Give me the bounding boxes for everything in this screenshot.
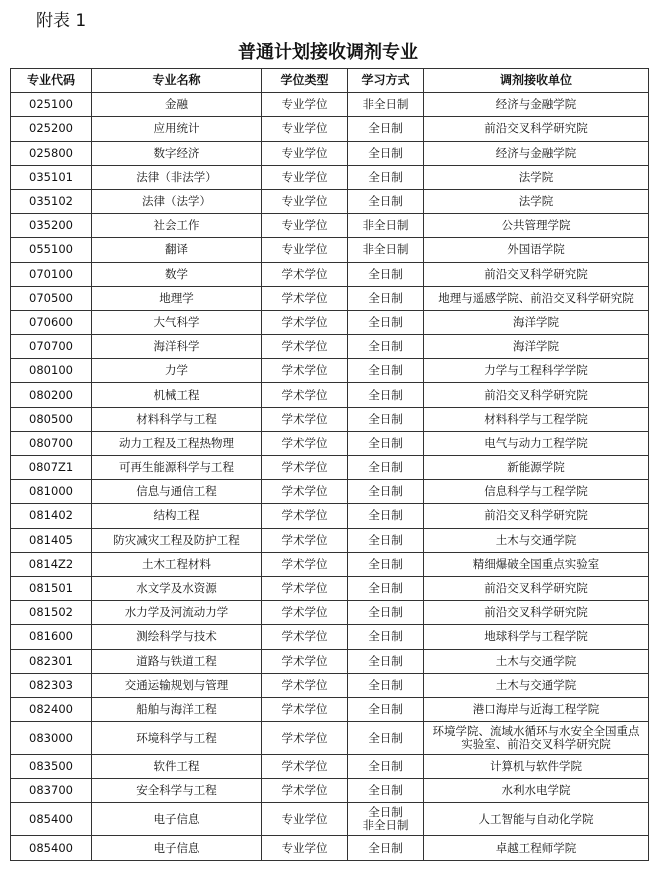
cell-degree: 学术学位 (262, 722, 348, 755)
cell-mode: 全日制 (348, 601, 424, 625)
cell-code: 081402 (11, 504, 92, 528)
cell-degree: 学术学位 (262, 697, 348, 721)
cell-code: 025200 (11, 117, 92, 141)
cell-code: 081000 (11, 480, 92, 504)
cell-name: 可再生能源科学与工程 (92, 456, 262, 480)
cell-degree: 学术学位 (262, 528, 348, 552)
cell-name: 大气科学 (92, 310, 262, 334)
cell-degree: 学术学位 (262, 335, 348, 359)
cell-degree: 专业学位 (262, 214, 348, 238)
cell-mode: 全日制 (348, 755, 424, 779)
table-row (11, 803, 649, 836)
table-row (11, 601, 649, 625)
cell-degree: 学术学位 (262, 262, 348, 286)
cell-unit: 水利水电学院 (424, 779, 649, 803)
cell-mode: 全日制 (348, 673, 424, 697)
cell-degree: 学术学位 (262, 576, 348, 600)
cell-name: 金融 (92, 93, 262, 117)
cell-unit: 地球科学与工程学院 (424, 625, 649, 649)
cell-mode: 全日制 (348, 165, 424, 189)
header-study-mode: 学习方式 (348, 69, 424, 93)
cell-unit: 港口海岸与近海工程学院 (424, 697, 649, 721)
cell-unit: 前沿交叉科学研究院 (424, 383, 649, 407)
cell-name: 法律（法学） (92, 189, 262, 213)
cell-name: 翻译 (92, 238, 262, 262)
cell-code: 025100 (11, 93, 92, 117)
cell-code: 085400 (11, 803, 92, 836)
cell-mode: 全日制 (348, 407, 424, 431)
cell-name: 水力学及河流动力学 (92, 601, 262, 625)
table-row (11, 836, 649, 860)
cell-unit: 力学与工程科学学院 (424, 359, 649, 383)
cell-mode: 全日制 (348, 649, 424, 673)
table-row (11, 779, 649, 803)
cell-code: 0807Z1 (11, 456, 92, 480)
cell-mode: 全日制 (348, 262, 424, 286)
cell-code: 080500 (11, 407, 92, 431)
cell-degree: 学术学位 (262, 673, 348, 697)
cell-name: 法律（非法学） (92, 165, 262, 189)
cell-code: 070700 (11, 335, 92, 359)
cell-degree: 学术学位 (262, 755, 348, 779)
table-row (11, 165, 649, 189)
cell-unit: 法学院 (424, 189, 649, 213)
cell-mode: 全日制 (348, 335, 424, 359)
cell-code: 082400 (11, 697, 92, 721)
table-row (11, 359, 649, 383)
cell-mode: 全日制 (348, 431, 424, 455)
cell-code: 082301 (11, 649, 92, 673)
cell-name: 动力工程及工程热物理 (92, 431, 262, 455)
cell-code: 035101 (11, 165, 92, 189)
cell-mode: 全日制 (348, 383, 424, 407)
cell-mode: 全日制 (348, 310, 424, 334)
cell-mode: 全日制 (348, 722, 424, 755)
cell-degree: 专业学位 (262, 803, 348, 836)
cell-degree: 学术学位 (262, 504, 348, 528)
cell-unit: 经济与金融学院 (424, 93, 649, 117)
table-row (11, 755, 649, 779)
cell-degree: 学术学位 (262, 383, 348, 407)
cell-unit: 前沿交叉科学研究院 (424, 262, 649, 286)
cell-mode: 全日制 (348, 504, 424, 528)
table-row (11, 141, 649, 165)
majors-table (10, 68, 649, 861)
cell-unit: 人工智能与自动化学院 (424, 803, 649, 836)
cell-mode: 全日制 (348, 117, 424, 141)
header-degree-type: 学位类型 (262, 69, 348, 93)
table-row (11, 335, 649, 359)
table-row (11, 286, 649, 310)
cell-code: 035200 (11, 214, 92, 238)
cell-name: 电子信息 (92, 803, 262, 836)
cell-name: 地理学 (92, 286, 262, 310)
cell-name: 数字经济 (92, 141, 262, 165)
table-row (11, 214, 649, 238)
cell-mode: 非全日制 (348, 93, 424, 117)
cell-name: 机械工程 (92, 383, 262, 407)
cell-unit: 信息科学与工程学院 (424, 480, 649, 504)
cell-mode: 全日制 (348, 779, 424, 803)
cell-code: 025800 (11, 141, 92, 165)
cell-name: 水文学及水资源 (92, 576, 262, 600)
cell-unit: 前沿交叉科学研究院 (424, 601, 649, 625)
cell-degree: 专业学位 (262, 117, 348, 141)
cell-unit: 公共管理学院 (424, 214, 649, 238)
cell-code: 085400 (11, 836, 92, 860)
cell-name: 环境科学与工程 (92, 722, 262, 755)
cell-mode: 全日制 (348, 141, 424, 165)
cell-unit: 电气与动力工程学院 (424, 431, 649, 455)
table-row (11, 480, 649, 504)
table-row (11, 456, 649, 480)
table-row (11, 504, 649, 528)
table-row (11, 697, 649, 721)
cell-name: 材料科学与工程 (92, 407, 262, 431)
cell-code: 083500 (11, 755, 92, 779)
table-row (11, 625, 649, 649)
cell-mode: 全日制 (348, 359, 424, 383)
cell-code: 081405 (11, 528, 92, 552)
cell-code: 070500 (11, 286, 92, 310)
table-row (11, 407, 649, 431)
cell-name: 电子信息 (92, 836, 262, 860)
cell-name: 应用统计 (92, 117, 262, 141)
cell-name: 海洋科学 (92, 335, 262, 359)
cell-degree: 学术学位 (262, 601, 348, 625)
cell-name: 船舶与海洋工程 (92, 697, 262, 721)
cell-degree: 学术学位 (262, 310, 348, 334)
appendix-label: 附表 1 (36, 11, 87, 31)
cell-unit-line: 环境学院、流域水循环与水安全全国重点 (432, 724, 640, 739)
cell-degree: 学术学位 (262, 286, 348, 310)
cell-name: 信息与通信工程 (92, 480, 262, 504)
page-title: 普通计划接收调剂专业 (238, 42, 418, 63)
cell-unit: 前沿交叉科学研究院 (424, 504, 649, 528)
table-row (11, 93, 649, 117)
cell-unit: 土木与交通学院 (424, 649, 649, 673)
table-row (11, 310, 649, 334)
cell-degree: 学术学位 (262, 649, 348, 673)
table-row (11, 117, 649, 141)
table-row (11, 431, 649, 455)
cell-code: 070600 (11, 310, 92, 334)
cell-mode: 全日制 (348, 189, 424, 213)
cell-degree: 专业学位 (262, 238, 348, 262)
cell-code: 080100 (11, 359, 92, 383)
cell-name: 土木工程材料 (92, 552, 262, 576)
cell-code: 081502 (11, 601, 92, 625)
cell-degree: 专业学位 (262, 836, 348, 860)
cell-degree: 学术学位 (262, 779, 348, 803)
cell-name: 安全科学与工程 (92, 779, 262, 803)
cell-unit: 材料科学与工程学院 (424, 407, 649, 431)
cell-name: 结构工程 (92, 504, 262, 528)
cell-code: 055100 (11, 238, 92, 262)
cell-degree: 学术学位 (262, 431, 348, 455)
cell-name: 防灾减灾工程及防护工程 (92, 528, 262, 552)
cell-code: 080700 (11, 431, 92, 455)
cell-degree: 学术学位 (262, 480, 348, 504)
cell-unit: 前沿交叉科学研究院 (424, 576, 649, 600)
cell-degree: 专业学位 (262, 165, 348, 189)
cell-mode: 全日制 (348, 625, 424, 649)
cell-unit: 地理与遥感学院、前沿交叉科学研究院 (424, 286, 649, 310)
cell-mode: 全日制 (348, 528, 424, 552)
table-row (11, 238, 649, 262)
cell-code: 080200 (11, 383, 92, 407)
cell-unit (424, 722, 649, 755)
cell-mode: 非全日制 (348, 238, 424, 262)
cell-mode: 全日制 (348, 576, 424, 600)
cell-mode-line: 非全日制 (362, 818, 409, 833)
cell-code: 083700 (11, 779, 92, 803)
cell-code: 081600 (11, 625, 92, 649)
cell-code: 083000 (11, 722, 92, 755)
cell-name: 测绘科学与技术 (92, 625, 262, 649)
cell-unit: 法学院 (424, 165, 649, 189)
cell-unit: 土木与交通学院 (424, 673, 649, 697)
header-code: 专业代码 (11, 69, 92, 93)
cell-name: 道路与铁道工程 (92, 649, 262, 673)
table-row (11, 722, 649, 755)
table-row (11, 552, 649, 576)
cell-unit: 新能源学院 (424, 456, 649, 480)
table-header-row (11, 69, 649, 93)
cell-name: 社会工作 (92, 214, 262, 238)
table-row (11, 576, 649, 600)
cell-name: 力学 (92, 359, 262, 383)
cell-unit: 海洋学院 (424, 310, 649, 334)
cell-unit-line: 实验室、前沿交叉科学研究院 (461, 737, 611, 752)
cell-degree: 学术学位 (262, 407, 348, 431)
cell-code: 081501 (11, 576, 92, 600)
header-receiving-unit: 调剂接收单位 (424, 69, 649, 93)
cell-mode-line: 全日制 (368, 805, 403, 820)
table-row (11, 383, 649, 407)
cell-degree: 学术学位 (262, 625, 348, 649)
cell-mode: 非全日制 (348, 214, 424, 238)
table-row (11, 649, 649, 673)
header-name: 专业名称 (92, 69, 262, 93)
cell-unit: 土木与交通学院 (424, 528, 649, 552)
cell-degree: 学术学位 (262, 359, 348, 383)
cell-degree: 学术学位 (262, 552, 348, 576)
cell-unit: 前沿交叉科学研究院 (424, 117, 649, 141)
cell-unit: 精细爆破全国重点实验室 (424, 552, 649, 576)
table-row (11, 189, 649, 213)
cell-degree: 专业学位 (262, 93, 348, 117)
cell-mode: 全日制 (348, 456, 424, 480)
cell-name: 数学 (92, 262, 262, 286)
cell-unit: 计算机与软件学院 (424, 755, 649, 779)
cell-unit: 外国语学院 (424, 238, 649, 262)
cell-unit: 海洋学院 (424, 335, 649, 359)
cell-unit: 经济与金融学院 (424, 141, 649, 165)
cell-code: 082303 (11, 673, 92, 697)
table-row (11, 528, 649, 552)
cell-mode: 全日制 (348, 836, 424, 860)
cell-code: 0814Z2 (11, 552, 92, 576)
cell-mode: 全日制 (348, 286, 424, 310)
cell-degree: 专业学位 (262, 141, 348, 165)
cell-code: 035102 (11, 189, 92, 213)
table-row (11, 262, 649, 286)
cell-unit: 卓越工程师学院 (424, 836, 649, 860)
cell-degree: 专业学位 (262, 189, 348, 213)
cell-mode: 全日制 (348, 552, 424, 576)
cell-mode: 全日制 (348, 697, 424, 721)
cell-name: 软件工程 (92, 755, 262, 779)
cell-degree: 学术学位 (262, 456, 348, 480)
cell-mode (348, 803, 424, 836)
table-row (11, 673, 649, 697)
cell-code: 070100 (11, 262, 92, 286)
cell-name: 交通运输规划与管理 (92, 673, 262, 697)
cell-mode: 全日制 (348, 480, 424, 504)
